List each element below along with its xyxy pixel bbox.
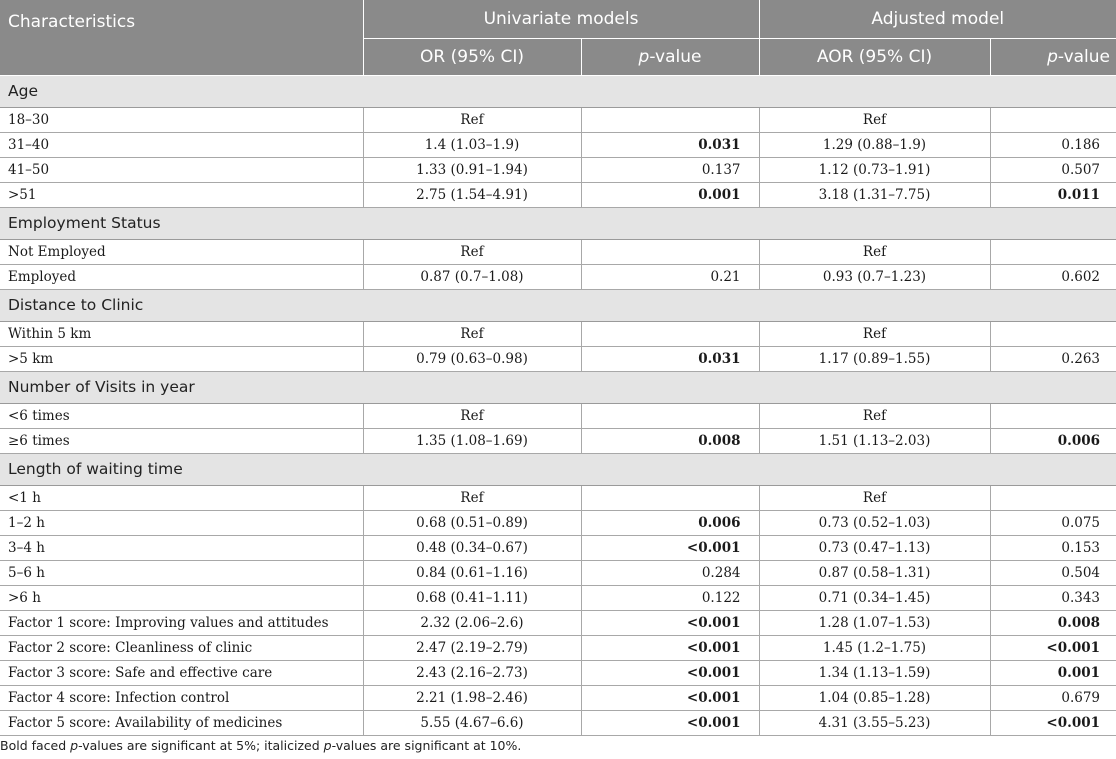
- p-value-adjusted-cell: 0.011: [990, 182, 1116, 207]
- p-value-adjusted-cell: 0.153: [990, 535, 1116, 560]
- or-ci-cell: 2.43 (2.16–2.73): [363, 660, 581, 685]
- p-value-univariate-cell: 0.031: [581, 132, 759, 157]
- or-ci-cell: 0.79 (0.63–0.98): [363, 346, 581, 371]
- section-title: Distance to Clinic: [0, 289, 1116, 321]
- aor-ci-cell: Ref: [759, 107, 990, 132]
- row-label: Factor 3 score: Safe and effective care: [0, 660, 363, 685]
- table-row: [0, 239, 1116, 264]
- table-header: [0, 0, 1116, 75]
- table-row: [0, 132, 1116, 157]
- p-value-univariate-cell: [581, 321, 759, 346]
- or-ci-cell: 1.33 (0.91–1.94): [363, 157, 581, 182]
- aor-ci-cell: 0.71 (0.34–1.45): [759, 585, 990, 610]
- row-label: 18–30: [0, 107, 363, 132]
- table-row: [0, 535, 1116, 560]
- table-row: [0, 107, 1116, 132]
- row-label: 3–4 h: [0, 535, 363, 560]
- table-footnote: Bold faced p-values are significant at 5%; italicized p-values are significant at 10%.: [0, 738, 522, 753]
- p-value-adjusted-cell: 0.001: [990, 660, 1116, 685]
- p-value-univariate-cell: 0.031: [581, 346, 759, 371]
- table-row: [0, 264, 1116, 289]
- or-ci-cell: 2.21 (1.98–2.46): [363, 685, 581, 710]
- p-value-univariate-cell: <0.001: [581, 685, 759, 710]
- table-row: [0, 403, 1116, 428]
- table-row: [0, 685, 1116, 710]
- p-value-univariate-cell: 0.284: [581, 560, 759, 585]
- header-aor-ci: AOR (95% CI): [759, 38, 990, 75]
- p-value-adjusted-cell: 0.006: [990, 428, 1116, 453]
- p-value-univariate-cell: 0.137: [581, 157, 759, 182]
- p-value-adjusted-cell: [990, 107, 1116, 132]
- row-label: 31–40: [0, 132, 363, 157]
- table-row: [0, 346, 1116, 371]
- p-value-univariate-cell: <0.001: [581, 635, 759, 660]
- row-label: 41–50: [0, 157, 363, 182]
- row-label: <6 times: [0, 403, 363, 428]
- aor-ci-cell: Ref: [759, 321, 990, 346]
- or-ci-cell: Ref: [363, 321, 581, 346]
- p-value-univariate-cell: <0.001: [581, 610, 759, 635]
- section-row: [0, 289, 1116, 321]
- or-ci-cell: 2.32 (2.06–2.6): [363, 610, 581, 635]
- header-p-value-adjusted: p-value: [990, 38, 1116, 75]
- aor-ci-cell: 0.73 (0.52–1.03): [759, 510, 990, 535]
- p-value-adjusted-cell: <0.001: [990, 635, 1116, 660]
- aor-ci-cell: Ref: [759, 403, 990, 428]
- row-label: 5–6 h: [0, 560, 363, 585]
- or-ci-cell: Ref: [363, 107, 581, 132]
- aor-ci-cell: Ref: [759, 485, 990, 510]
- aor-ci-cell: 1.04 (0.85–1.28): [759, 685, 990, 710]
- row-label: Factor 4 score: Infection control: [0, 685, 363, 710]
- or-ci-cell: 2.75 (1.54–4.91): [363, 182, 581, 207]
- table-row: [0, 660, 1116, 685]
- header-or-ci: OR (95% CI): [363, 38, 581, 75]
- row-label: ≥6 times: [0, 428, 363, 453]
- table-row: [0, 635, 1116, 660]
- or-ci-cell: Ref: [363, 485, 581, 510]
- table-row: [0, 710, 1116, 735]
- or-ci-cell: 0.68 (0.41–1.11): [363, 585, 581, 610]
- or-ci-cell: 1.35 (1.08–1.69): [363, 428, 581, 453]
- p-value-adjusted-cell: 0.504: [990, 560, 1116, 585]
- or-ci-cell: Ref: [363, 239, 581, 264]
- p-value-univariate-cell: [581, 403, 759, 428]
- row-label: Factor 2 score: Cleanliness of clinic: [0, 635, 363, 660]
- aor-ci-cell: 1.29 (0.88–1.9): [759, 132, 990, 157]
- table-row: [0, 428, 1116, 453]
- or-ci-cell: 1.4 (1.03–1.9): [363, 132, 581, 157]
- section-title: Employment Status: [0, 207, 1116, 239]
- aor-ci-cell: 1.12 (0.73–1.91): [759, 157, 990, 182]
- p-value-adjusted-cell: 0.507: [990, 157, 1116, 182]
- p-value-adjusted-cell: 0.679: [990, 685, 1116, 710]
- aor-ci-cell: 3.18 (1.31–7.75): [759, 182, 990, 207]
- aor-ci-cell: Ref: [759, 239, 990, 264]
- row-label: Factor 5 score: Availability of medicines: [0, 710, 363, 735]
- section-row: [0, 453, 1116, 485]
- p-value-adjusted-cell: 0.008: [990, 610, 1116, 635]
- p-value-univariate-cell: <0.001: [581, 660, 759, 685]
- p-value-univariate-cell: 0.001: [581, 182, 759, 207]
- p-value-univariate-cell: <0.001: [581, 535, 759, 560]
- p-value-adjusted-cell: 0.186: [990, 132, 1116, 157]
- aor-ci-cell: 1.17 (0.89–1.55): [759, 346, 990, 371]
- table-row: [0, 321, 1116, 346]
- header-characteristics: Characteristics: [0, 0, 363, 75]
- aor-ci-cell: 1.34 (1.13–1.59): [759, 660, 990, 685]
- or-ci-cell: 0.68 (0.51–0.89): [363, 510, 581, 535]
- or-ci-cell: 0.48 (0.34–0.67): [363, 535, 581, 560]
- row-label: >6 h: [0, 585, 363, 610]
- row-label: Factor 1 score: Improving values and attitudes: [0, 610, 363, 635]
- p-value-univariate-cell: [581, 239, 759, 264]
- section-row: [0, 75, 1116, 107]
- table-row: [0, 560, 1116, 585]
- or-ci-cell: 0.87 (0.7–1.08): [363, 264, 581, 289]
- p-value-univariate-cell: 0.122: [581, 585, 759, 610]
- section-row: [0, 207, 1116, 239]
- row-label: Within 5 km: [0, 321, 363, 346]
- p-value-adjusted-cell: <0.001: [990, 710, 1116, 735]
- aor-ci-cell: 1.51 (1.13–2.03): [759, 428, 990, 453]
- p-value-adjusted-cell: [990, 485, 1116, 510]
- p-value-univariate-cell: [581, 485, 759, 510]
- aor-ci-cell: 0.87 (0.58–1.31): [759, 560, 990, 585]
- row-label: Not Employed: [0, 239, 363, 264]
- table-row: [0, 610, 1116, 635]
- p-value-adjusted-cell: 0.075: [990, 510, 1116, 535]
- row-label: >51: [0, 182, 363, 207]
- aor-ci-cell: 1.45 (1.2–1.75): [759, 635, 990, 660]
- p-value-univariate-cell: [581, 107, 759, 132]
- or-ci-cell: 0.84 (0.61–1.16): [363, 560, 581, 585]
- section-title: Length of waiting time: [0, 453, 1116, 485]
- p-value-univariate-cell: 0.006: [581, 510, 759, 535]
- row-label: Employed: [0, 264, 363, 289]
- section-title: Age: [0, 75, 1116, 107]
- header-adjusted-model: Adjusted model: [759, 0, 1116, 38]
- header-p-value-univariate: p-value: [581, 38, 759, 75]
- p-value-adjusted-cell: 0.602: [990, 264, 1116, 289]
- row-label: <1 h: [0, 485, 363, 510]
- p-value-adjusted-cell: 0.343: [990, 585, 1116, 610]
- table-row: [0, 182, 1116, 207]
- section-row: [0, 371, 1116, 403]
- p-value-univariate-cell: <0.001: [581, 710, 759, 735]
- p-value-adjusted-cell: 0.263: [990, 346, 1116, 371]
- table-row: [0, 585, 1116, 610]
- table-row: [0, 510, 1116, 535]
- row-label: >5 km: [0, 346, 363, 371]
- p-value-univariate-cell: 0.008: [581, 428, 759, 453]
- table-row: [0, 485, 1116, 510]
- p-value-adjusted-cell: [990, 321, 1116, 346]
- p-value-adjusted-cell: [990, 239, 1116, 264]
- or-ci-cell: 2.47 (2.19–2.79): [363, 635, 581, 660]
- aor-ci-cell: 0.73 (0.47–1.13): [759, 535, 990, 560]
- p-value-adjusted-cell: [990, 403, 1116, 428]
- table-body: [0, 75, 1116, 735]
- p-value-univariate-cell: 0.21: [581, 264, 759, 289]
- section-title: Number of Visits in year: [0, 371, 1116, 403]
- row-label: 1–2 h: [0, 510, 363, 535]
- or-ci-cell: Ref: [363, 403, 581, 428]
- aor-ci-cell: 1.28 (1.07–1.53): [759, 610, 990, 635]
- aor-ci-cell: 4.31 (3.55–5.23): [759, 710, 990, 735]
- table-row: [0, 157, 1116, 182]
- aor-ci-cell: 0.93 (0.7–1.23): [759, 264, 990, 289]
- header-univariate-models: Univariate models: [363, 0, 759, 38]
- or-ci-cell: 5.55 (4.67–6.6): [363, 710, 581, 735]
